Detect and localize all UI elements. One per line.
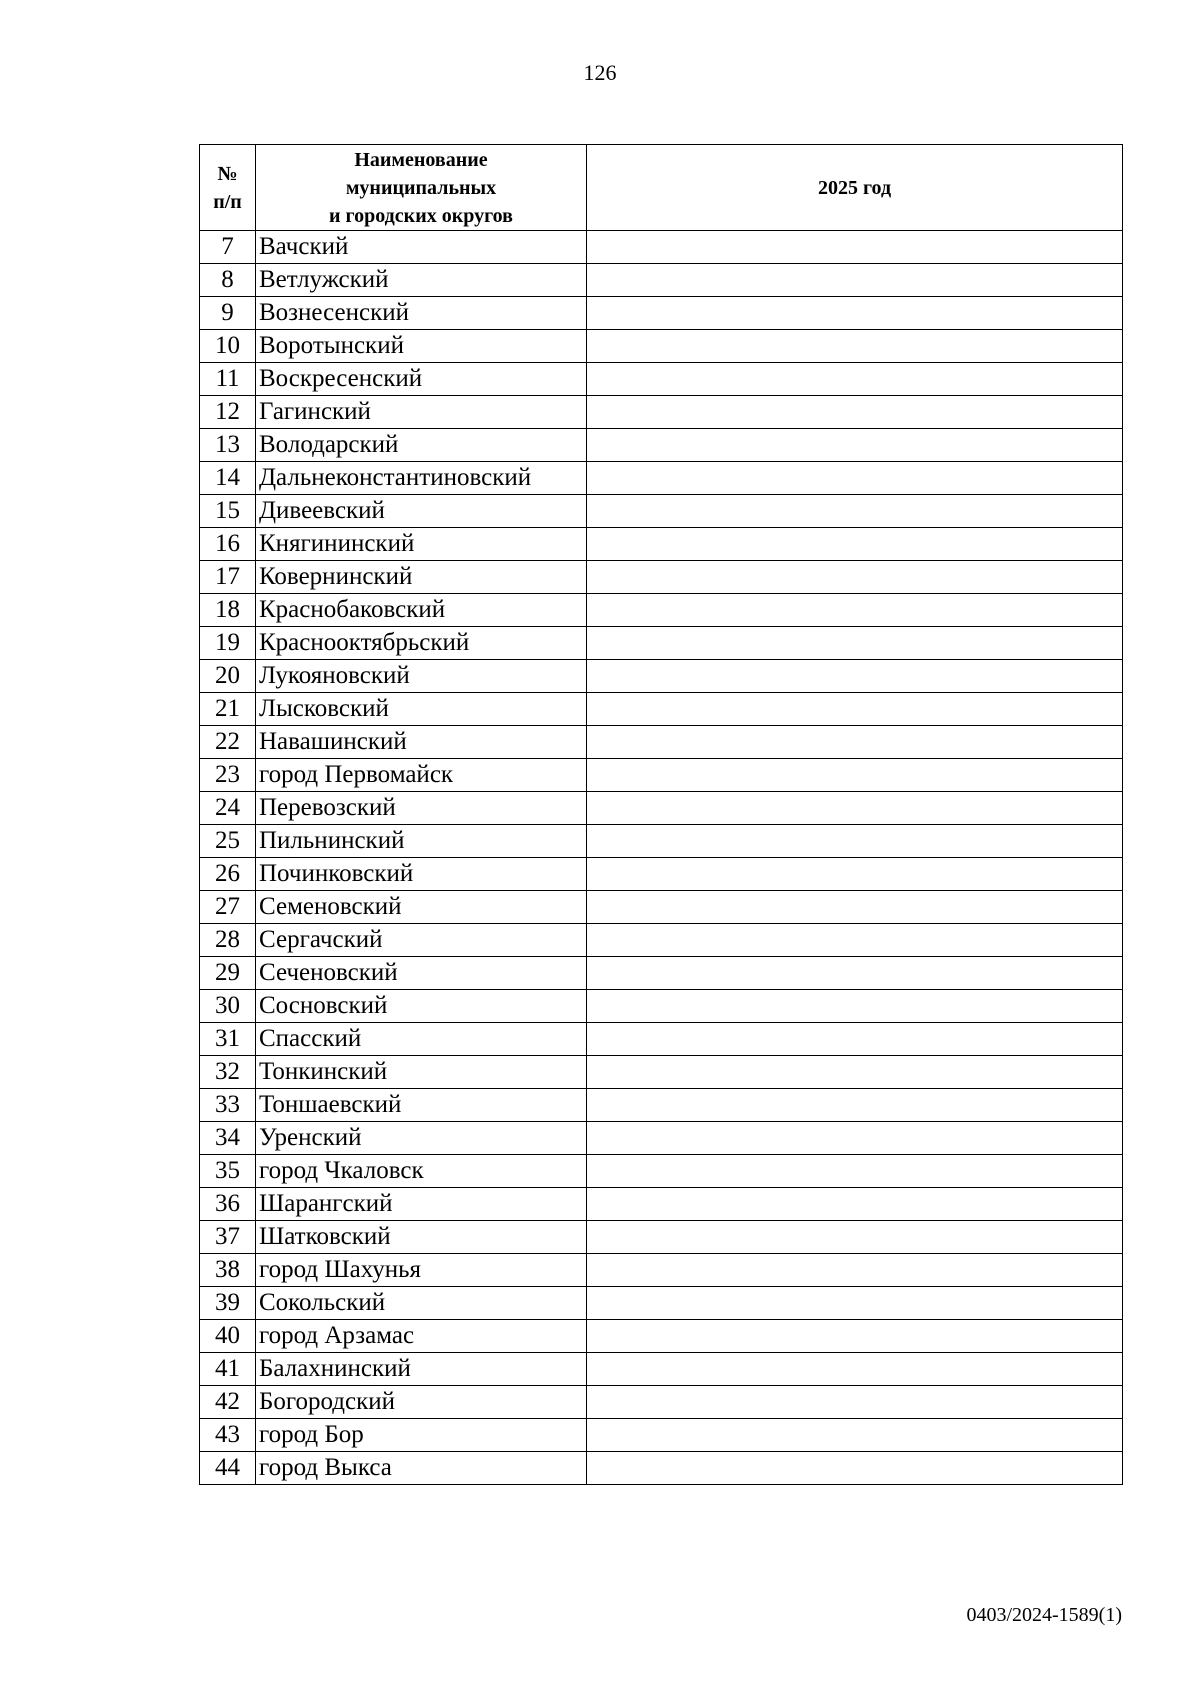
municipality-name: Семеновский [256,891,587,924]
municipality-name: город Шахунья [256,1254,587,1287]
year-value-cell [587,264,1123,297]
year-value-cell [587,957,1123,990]
header-name-line: муниципальных [345,176,497,199]
row-number: 22 [200,726,256,759]
row-number: 16 [200,528,256,561]
year-value-cell [587,1155,1123,1188]
year-value-cell [587,1023,1123,1056]
table-row [200,396,1123,429]
row-number: 12 [200,396,256,429]
municipality-name: город Чкаловск [256,1155,587,1188]
page-number: 126 [583,60,617,85]
municipality-name: Краснобаковский [256,594,587,627]
row-number: 35 [200,1155,256,1188]
year-value-cell [587,924,1123,957]
table-row [200,1419,1123,1452]
document-code: 0403/2024-1589(1) [966,1604,1122,1626]
row-number: 26 [200,858,256,891]
table-row [200,726,1123,759]
row-number: 25 [200,825,256,858]
municipality-name: Шарангский [256,1188,587,1221]
table-row [200,1122,1123,1155]
year-value-cell [587,1056,1123,1089]
header-name-line: и городских округов [329,204,513,227]
year-value-cell [587,594,1123,627]
municipality-name: Краснооктябрьский [256,627,587,660]
year-value-cell [587,429,1123,462]
municipality-name: Богородский [256,1386,587,1419]
municipality-name: город Бор [256,1419,587,1452]
municipality-name: Сергачский [256,924,587,957]
year-value-cell [587,1320,1123,1353]
year-value-cell [587,891,1123,924]
row-number: 31 [200,1023,256,1056]
row-number: 28 [200,924,256,957]
year-value-cell [587,396,1123,429]
municipality-name: Уренский [256,1122,587,1155]
year-value-cell [587,1089,1123,1122]
municipality-name: Спасский [256,1023,587,1056]
municipality-name: город Арзамас [256,1320,587,1353]
row-number: 44 [200,1452,256,1485]
year-value-cell [587,1419,1123,1452]
row-number: 10 [200,330,256,363]
municipality-name: Володарский [256,429,587,462]
row-number: 29 [200,957,256,990]
year-value-cell [587,1254,1123,1287]
municipality-name: Сосновский [256,990,587,1023]
table-row [200,1353,1123,1386]
year-value-cell [587,759,1123,792]
row-number: 30 [200,990,256,1023]
table-row [200,957,1123,990]
header-year: 2025 год [587,145,1123,231]
table-row [200,1089,1123,1122]
year-value-cell [587,561,1123,594]
municipality-name: Вознесенский [256,297,587,330]
year-value-cell [587,1386,1123,1419]
year-value-cell [587,330,1123,363]
year-value-cell [587,231,1123,264]
table-row [200,693,1123,726]
municipality-name: город Выкса [256,1452,587,1485]
municipality-name: Вачский [256,231,587,264]
municipality-name: Воротынский [256,330,587,363]
table-row [200,990,1123,1023]
year-value-cell [587,528,1123,561]
year-value-cell [587,1122,1123,1155]
row-number: 24 [200,792,256,825]
year-value-cell [587,858,1123,891]
year-value-cell [587,990,1123,1023]
year-value-cell [587,1452,1123,1485]
table-row [200,330,1123,363]
year-value-cell [587,825,1123,858]
year-value-cell [587,693,1123,726]
table-row [200,528,1123,561]
municipality-name: Навашинский [256,726,587,759]
municipality-name: Лысковский [256,693,587,726]
municipality-name: Тонкинский [256,1056,587,1089]
row-number: 18 [200,594,256,627]
header-number-line: п/п [213,190,242,213]
table-row [200,1155,1123,1188]
row-number: 9 [200,297,256,330]
row-number: 36 [200,1188,256,1221]
year-value-cell [587,627,1123,660]
row-number: 20 [200,660,256,693]
row-number: 21 [200,693,256,726]
row-number: 23 [200,759,256,792]
row-number: 34 [200,1122,256,1155]
row-number: 8 [200,264,256,297]
table-row [200,627,1123,660]
row-number: 11 [200,363,256,396]
row-number: 40 [200,1320,256,1353]
header-row [200,145,1123,231]
year-value-cell [587,1221,1123,1254]
table-row [200,1452,1123,1485]
table-row [200,1386,1123,1419]
table-header [200,145,1123,231]
table-row [200,429,1123,462]
year-value-cell [587,1188,1123,1221]
year-value-cell [587,726,1123,759]
municipality-name: Ветлужский [256,264,587,297]
municipality-name: город Первомайск [256,759,587,792]
table-row [200,891,1123,924]
table-row [200,561,1123,594]
header-name-line: Наименование [354,148,488,171]
table-row [200,297,1123,330]
row-number: 43 [200,1419,256,1452]
table-row [200,660,1123,693]
row-number: 13 [200,429,256,462]
table-row [200,792,1123,825]
municipality-name: Дальнеконстантиновский [256,462,587,495]
row-number: 14 [200,462,256,495]
table-body [200,231,1123,1485]
table-row [200,462,1123,495]
header-number-line: № [217,162,238,185]
municipality-name: Княгининский [256,528,587,561]
municipality-name: Балахнинский [256,1353,587,1386]
municipality-name: Пильнинский [256,825,587,858]
year-value-cell [587,495,1123,528]
row-number: 32 [200,1056,256,1089]
year-value-cell [587,792,1123,825]
table-row [200,363,1123,396]
table-row [200,1023,1123,1056]
year-value-cell [587,1287,1123,1320]
row-number: 41 [200,1353,256,1386]
table-row [200,1320,1123,1353]
municipality-name: Сокольский [256,1287,587,1320]
year-value-cell [587,363,1123,396]
municipality-name: Тоншаевский [256,1089,587,1122]
table-row [200,231,1123,264]
row-number: 19 [200,627,256,660]
header-name [256,145,587,231]
table-row [200,264,1123,297]
year-value-cell [587,660,1123,693]
row-number: 33 [200,1089,256,1122]
municipality-name: Воскресенский [256,363,587,396]
row-number: 37 [200,1221,256,1254]
row-number: 39 [200,1287,256,1320]
table-row [200,759,1123,792]
header-number [200,145,256,231]
year-value-cell [587,462,1123,495]
table-row [200,1056,1123,1089]
municipality-name: Починковский [256,858,587,891]
municipalities-table [199,144,1123,1485]
table-row [200,1188,1123,1221]
row-number: 42 [200,1386,256,1419]
year-value-cell [587,297,1123,330]
table-row [200,825,1123,858]
table-row [200,1254,1123,1287]
row-number: 17 [200,561,256,594]
municipality-name: Дивеевский [256,495,587,528]
year-value-cell [587,1353,1123,1386]
municipality-name: Ковернинский [256,561,587,594]
municipality-name: Шатковский [256,1221,587,1254]
municipality-name: Гагинский [256,396,587,429]
table-row [200,1221,1123,1254]
table-row [200,858,1123,891]
municipality-name: Лукояновский [256,660,587,693]
row-number: 38 [200,1254,256,1287]
table-row [200,495,1123,528]
row-number: 27 [200,891,256,924]
municipality-name: Перевозский [256,792,587,825]
municipality-name: Сеченовский [256,957,587,990]
row-number: 15 [200,495,256,528]
table-row [200,1287,1123,1320]
table-row [200,924,1123,957]
row-number: 7 [200,231,256,264]
table-row [200,594,1123,627]
